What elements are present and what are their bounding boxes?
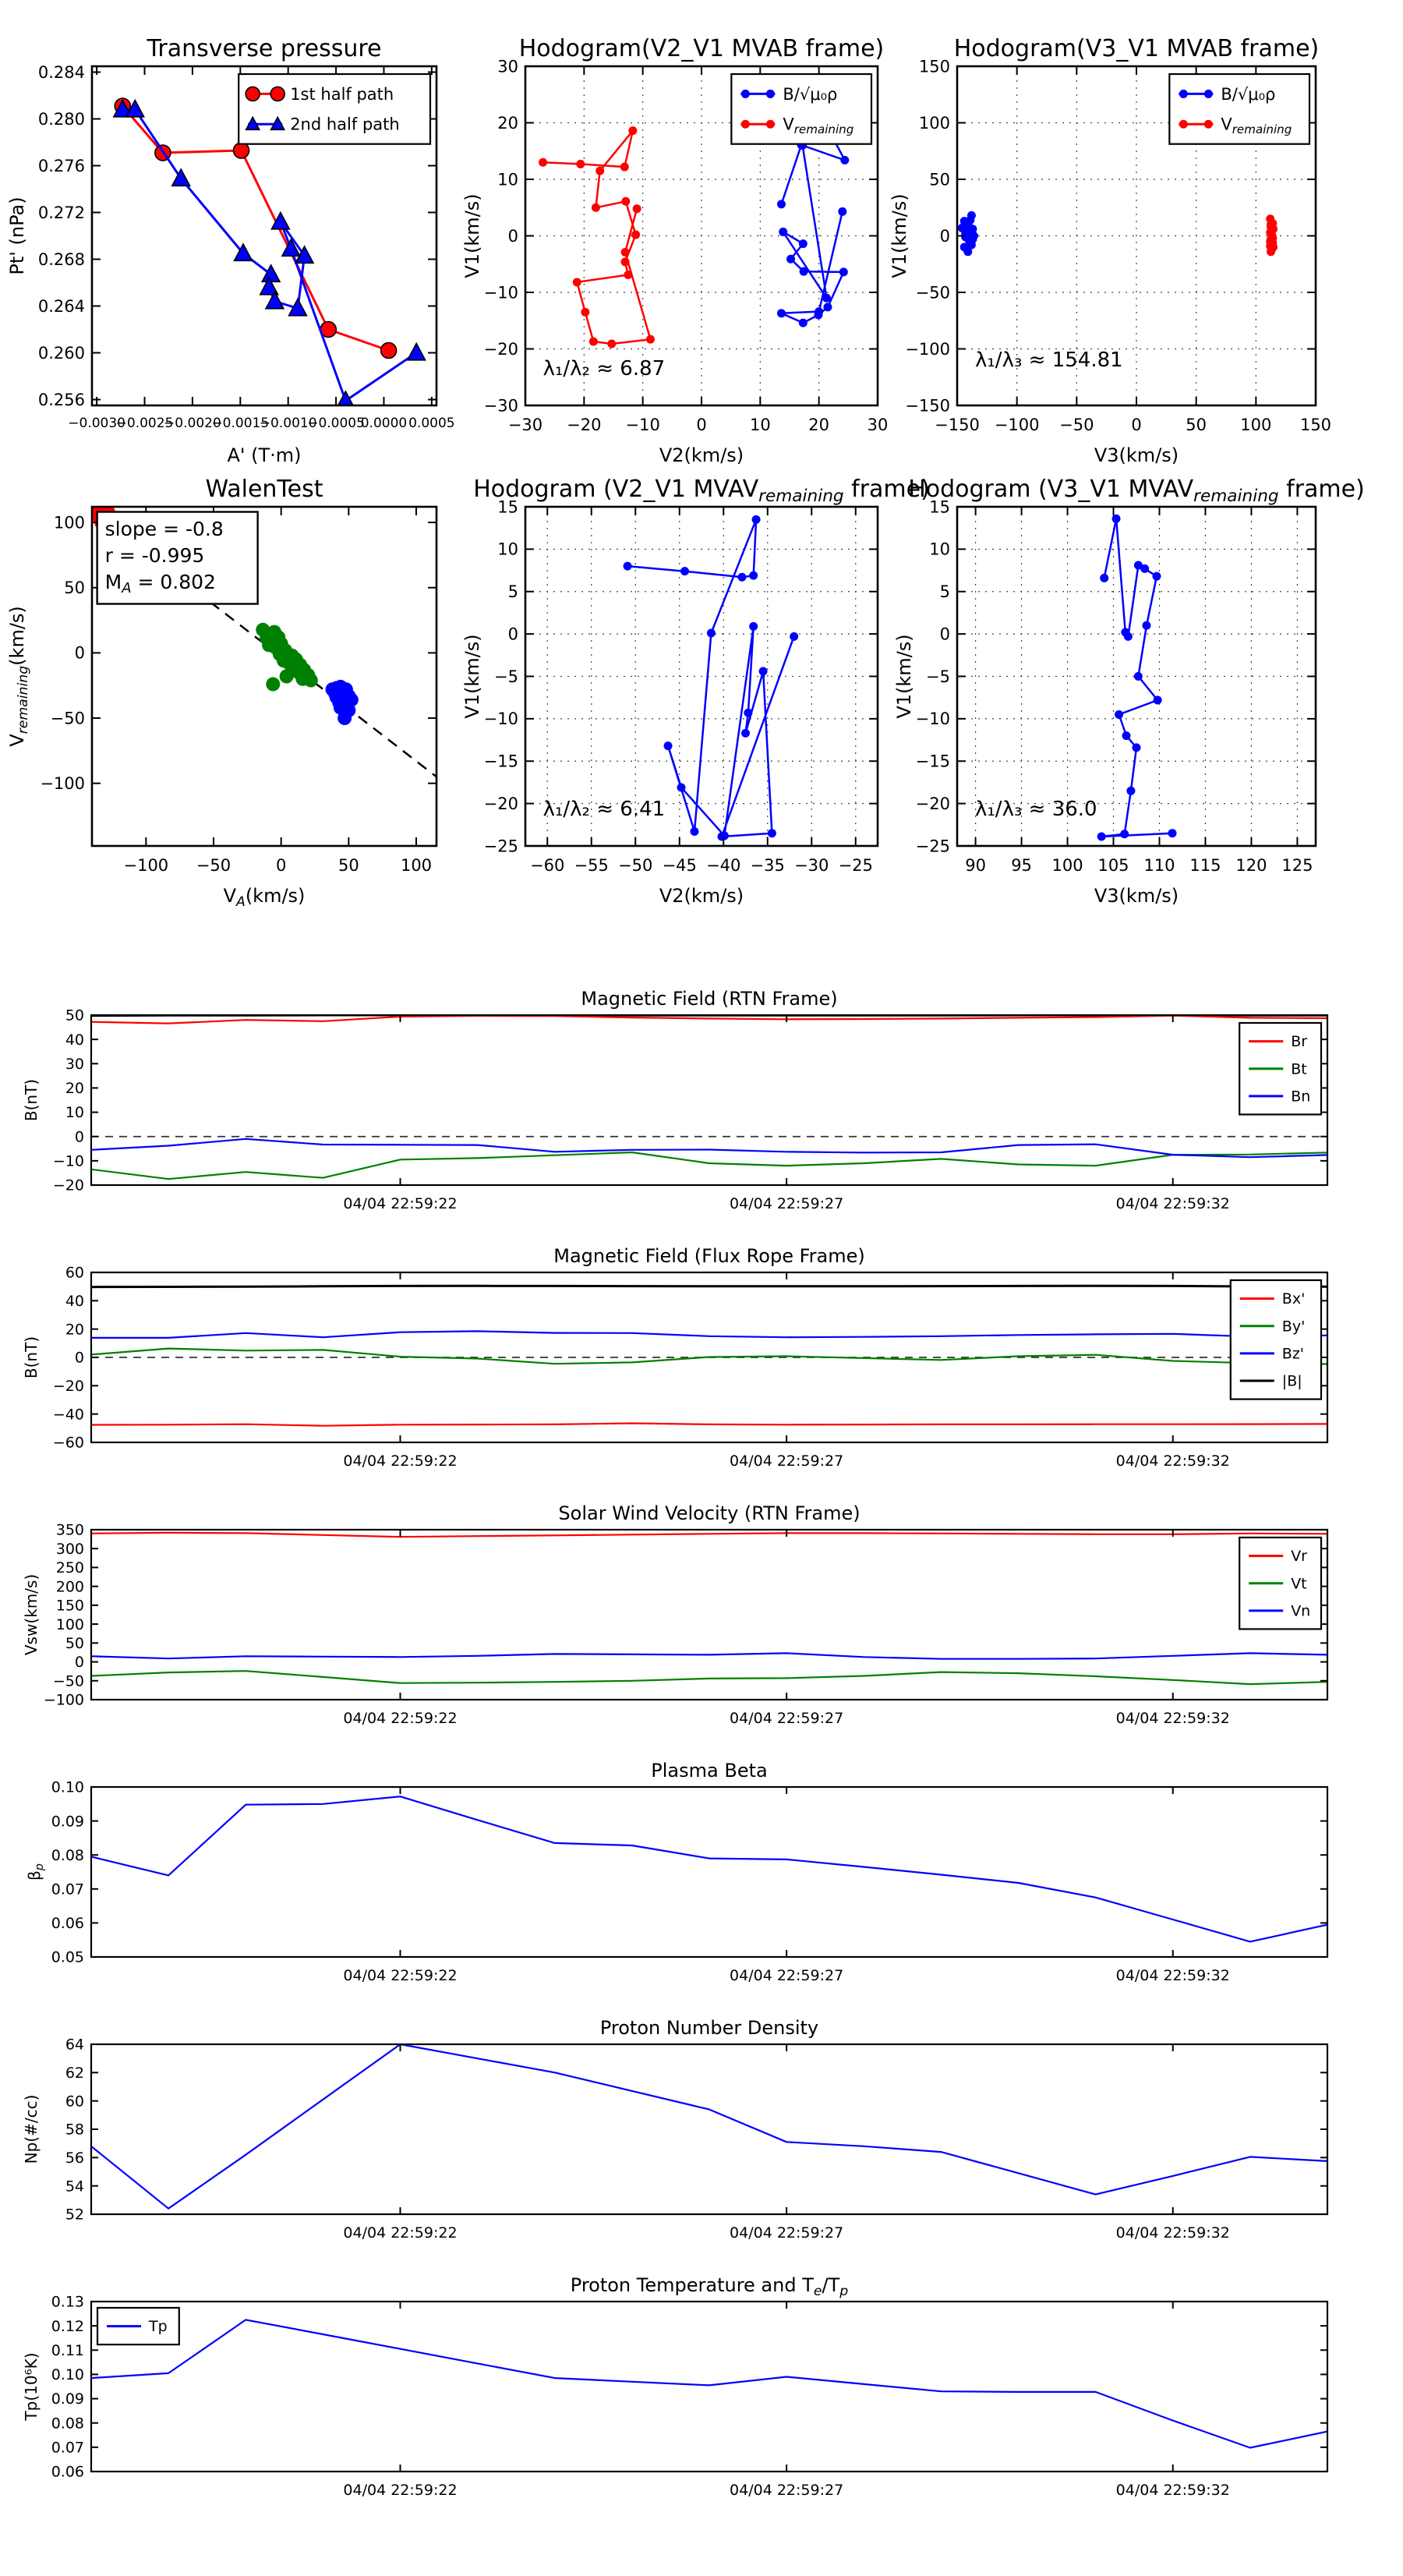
legend: [1169, 74, 1309, 144]
legend-label: $V_{remaining}$: [1221, 115, 1292, 136]
chart-title: Transverse pressure: [147, 35, 382, 62]
y-tick-label: 0.268: [37, 249, 85, 269]
y-tick-label: 100: [55, 1615, 84, 1633]
y-tick-label: 0.12: [51, 2317, 84, 2335]
stats-line: r = -0.995: [104, 544, 205, 568]
chart-title: WalenTest: [205, 476, 323, 503]
y-tick-label: 60: [65, 2093, 84, 2111]
x-tick-label: 115: [1189, 856, 1221, 875]
legend-label: Br: [1291, 1033, 1308, 1051]
y-tick-label: −100: [40, 774, 85, 794]
legend: [1239, 1537, 1321, 1629]
chart-title: Hodogram (V2_V1 $MVAV_{remaining}$ frame): [473, 476, 930, 506]
chart-title: Plasma Beta: [651, 1760, 768, 1782]
x-tick-label: 04/04 22:59:32: [1115, 1195, 1230, 1212]
y-axis-label: V1(km/s): [461, 634, 483, 719]
x-tick-label: 04/04 22:59:27: [730, 1967, 844, 1984]
y-tick-label: −60: [52, 1434, 84, 1452]
y-tick-label: −15: [915, 752, 950, 771]
x-tick-label: 04/04 22:59:32: [1115, 2224, 1230, 2242]
y-tick-label: 0: [74, 1654, 84, 1672]
chart-c12: [22, 2274, 1327, 2499]
y-tick-label: 0.08: [51, 2415, 84, 2433]
x-tick-label: −10: [625, 416, 660, 434]
stats-line: slope = -0.8: [104, 518, 224, 541]
x-tick-label: 120: [1235, 856, 1267, 875]
x-tick-label: 100: [400, 856, 433, 875]
chart-c2: [461, 35, 888, 466]
x-tick-label: −35: [750, 856, 785, 875]
series-Vt: [91, 1671, 1327, 1684]
chart-c4: [6, 476, 436, 910]
y-tick-label: 0: [939, 625, 950, 644]
legend-label: Bt: [1291, 1060, 1307, 1078]
legend-label: 1st half path: [290, 84, 394, 104]
x-tick-label: −150: [935, 416, 980, 434]
chart-c9: [22, 1502, 1327, 1727]
y-tick-label: 0: [507, 625, 518, 644]
y-axis-label: Np(#/cc): [22, 2094, 41, 2164]
chart-c6: [893, 476, 1365, 907]
x-tick-label: 04/04 22:59:32: [1115, 1967, 1230, 1984]
y-tick-label: 100: [53, 513, 85, 533]
y-tick-label: 20: [497, 113, 518, 133]
chart-c10: [25, 1760, 1327, 1984]
y-axis-label: Tp(10⁶K): [22, 2352, 41, 2421]
y-tick-label: 0.10: [51, 1778, 84, 1796]
axes-frame: [91, 1787, 1327, 1957]
y-tick-label: −10: [915, 709, 950, 729]
x-tick-label: −0.0015: [211, 416, 270, 431]
y-tick-label: 40: [65, 1031, 84, 1049]
legend: [1231, 1280, 1321, 1399]
chart-c1: [6, 35, 455, 466]
y-tick-label: −150: [905, 396, 950, 416]
x-tick-label: −100: [994, 416, 1040, 434]
chart-title: Hodogram (V3_V1 $MVAV_{remaining}$ frame): [908, 476, 1365, 506]
y-tick-label: 10: [65, 1104, 84, 1122]
y-tick-label: 50: [65, 1007, 84, 1024]
x-tick-label: −20: [567, 416, 602, 434]
y-tick-label: 250: [55, 1559, 84, 1577]
x-axis-label: V2(km/s): [659, 444, 744, 466]
series-group: [624, 515, 799, 841]
y-tick-label: 30: [65, 1055, 84, 1073]
y-tick-label: 10: [497, 540, 518, 559]
y-tick-label: −5: [926, 667, 950, 686]
x-tick-label: 04/04 22:59:27: [730, 2224, 844, 2242]
x-tick-label: 90: [965, 856, 986, 875]
y-tick-label: 0.08: [51, 1846, 84, 1864]
x-tick-label: −0.0020: [164, 416, 221, 431]
series-Tp: [91, 2319, 1327, 2447]
legend-label: $V_{remaining}$: [783, 115, 854, 136]
x-tick-label: 04/04 22:59:27: [730, 1195, 844, 1212]
legend: [97, 2308, 179, 2344]
y-tick-label: 0.07: [51, 1881, 84, 1898]
x-tick-label: 04/04 22:59:22: [343, 1453, 458, 1470]
y-tick-label: −20: [52, 1377, 84, 1395]
y-tick-label: −10: [52, 1152, 84, 1170]
x-tick-label: −55: [574, 856, 609, 875]
y-tick-label: 0: [74, 643, 85, 663]
y-tick-label: 0.276: [37, 156, 85, 175]
y-tick-label: −20: [483, 794, 518, 813]
x-tick-label: 04/04 22:59:32: [1115, 2482, 1230, 2499]
y-axis-label: V1(km/s): [889, 193, 910, 278]
x-axis-label: V3(km/s): [1094, 444, 1179, 466]
legend-label: Bn: [1291, 1088, 1311, 1106]
y-axis-label: B(nT): [22, 1078, 41, 1122]
series-Bz': [91, 1331, 1327, 1338]
x-tick-label: 30: [867, 416, 889, 434]
series-group: [91, 1533, 1327, 1684]
chart-c11: [22, 2017, 1327, 2242]
series-Br: [91, 1016, 1327, 1024]
chart-title: Magnetic Field (RTN Frame): [581, 988, 838, 1010]
x-tick-label: −60: [530, 856, 565, 875]
series-group: [91, 2044, 1327, 2209]
y-tick-label: 0: [939, 226, 950, 246]
x-tick-label: −0.0010: [259, 416, 317, 431]
legend-label: Tp: [149, 2318, 168, 2336]
x-tick-label: 04/04 22:59:27: [730, 2482, 844, 2499]
series-B/sqrt(mu0 rho): [782, 124, 845, 323]
y-tick-label: −100: [905, 339, 950, 359]
chart-title: Magnetic Field (Flux Rope Frame): [553, 1245, 865, 1267]
y-tick-label: 56: [65, 2149, 84, 2167]
y-tick-label: 0.280: [37, 109, 85, 129]
x-tick-label: 04/04 22:59:32: [1115, 1453, 1230, 1470]
chart-title: Proton Number Density: [599, 2017, 819, 2039]
x-tick-label: 100: [1240, 416, 1272, 434]
y-tick-label: −25: [915, 837, 950, 856]
legend-label: |B|: [1281, 1372, 1302, 1390]
y-tick-label: −100: [43, 1691, 84, 1709]
y-tick-label: 52: [65, 2206, 84, 2224]
x-tick-label: 95: [1011, 856, 1032, 875]
chart-c5: [461, 476, 930, 907]
y-tick-label: 5: [507, 582, 518, 602]
y-tick-label: 0.05: [51, 1948, 84, 1966]
y-tick-label: 0.264: [37, 296, 85, 316]
legend: [1239, 1023, 1321, 1114]
series-group: [91, 1286, 1327, 1425]
y-tick-label: −25: [483, 837, 518, 856]
legend-label: Vt: [1291, 1575, 1307, 1593]
x-tick-label: −100: [123, 856, 169, 875]
x-tick-label: −50: [1059, 416, 1094, 434]
x-tick-label: 04/04 22:59:22: [343, 2482, 458, 2499]
series-group: [958, 211, 1278, 256]
x-tick-label: 04/04 22:59:22: [343, 1967, 458, 1984]
y-tick-label: 20: [65, 1321, 84, 1339]
x-tick-label: 0: [275, 856, 287, 875]
y-tick-label: 150: [55, 1597, 84, 1615]
series-beta_p: [91, 1796, 1327, 1941]
y-tick-label: 64: [65, 2036, 84, 2054]
x-tick-label: 125: [1281, 856, 1313, 875]
x-axis-label: V2(km/s): [659, 885, 744, 907]
legend: [731, 74, 871, 144]
series-track: [627, 519, 794, 837]
series-Vn: [91, 1653, 1327, 1658]
x-tick-label: −0.0025: [115, 416, 174, 431]
y-tick-label: −20: [52, 1177, 84, 1194]
y-tick-label: 50: [65, 1634, 84, 1652]
y-tick-label: 0.284: [37, 62, 85, 82]
y-tick-label: 0: [74, 1349, 84, 1367]
series-Bn: [91, 1139, 1327, 1157]
series-Bt: [91, 1152, 1327, 1179]
y-axis-label: $\beta_p$: [25, 1863, 46, 1881]
y-tick-label: −10: [483, 709, 518, 729]
y-tick-label: −50: [50, 709, 85, 728]
x-tick-label: 105: [1097, 856, 1129, 875]
x-tick-label: 10: [749, 416, 771, 434]
y-tick-label: 0.09: [51, 1813, 84, 1831]
y-tick-label: 20: [65, 1080, 84, 1098]
annotation: λ₁/λ₂ ≈ 6.87: [542, 356, 666, 380]
y-tick-label: −30: [483, 396, 518, 416]
y-axis-label: Vsw(km/s): [22, 1573, 41, 1656]
y-tick-label: 0.06: [51, 1915, 84, 1933]
x-tick-label: 0.0000: [360, 416, 408, 431]
x-axis-label: A' (T·m): [227, 444, 302, 466]
y-tick-label: 0.11: [51, 2341, 84, 2359]
legend-label: 2nd half path: [290, 115, 400, 134]
x-tick-label: −50: [618, 856, 653, 875]
x-tick-label: −30: [794, 856, 829, 875]
chart-c7: [22, 988, 1327, 1212]
x-tick-label: −50: [196, 856, 231, 875]
y-tick-label: −50: [52, 1672, 84, 1690]
y-tick-label: 58: [65, 2121, 84, 2139]
y-tick-label: 0.09: [51, 2390, 84, 2408]
x-tick-label: −25: [838, 856, 873, 875]
x-tick-label: 0: [1131, 416, 1142, 434]
chart-title: Hodogram(V2_V1 MVAB frame): [518, 35, 885, 62]
y-tick-label: −50: [915, 283, 950, 303]
x-tick-label: 0: [696, 416, 707, 434]
legend-label: Bz': [1281, 1345, 1305, 1363]
y-tick-label: 0: [507, 226, 518, 246]
x-tick-label: 150: [1299, 416, 1332, 434]
y-tick-label: 0.13: [51, 2293, 84, 2311]
y-tick-label: 5: [939, 582, 950, 602]
y-tick-label: 15: [497, 497, 518, 517]
series-group: [1097, 515, 1177, 841]
y-tick-label: 50: [64, 579, 85, 598]
y-tick-label: −40: [52, 1406, 84, 1424]
x-tick-label: −0.0005: [307, 416, 365, 431]
legend-label: B/√μ₀ρ: [1221, 84, 1276, 104]
axes-frame: [91, 2044, 1327, 2214]
y-tick-label: 100: [918, 113, 950, 133]
y-tick-label: 300: [55, 1540, 84, 1558]
series-Bx': [91, 1424, 1327, 1426]
y-tick-label: 30: [497, 57, 518, 76]
x-tick-label: −30: [507, 416, 543, 434]
y-tick-label: 200: [55, 1578, 84, 1596]
chart-title: Solar Wind Velocity (RTN Frame): [558, 1502, 861, 1524]
y-tick-label: −10: [483, 283, 518, 303]
x-tick-label: 50: [337, 856, 359, 875]
y-tick-label: 10: [497, 170, 518, 189]
y-tick-label: 150: [918, 57, 950, 76]
legend-label: B/√μ₀ρ: [783, 84, 838, 104]
x-axis-label: $V_A(km/s)$: [223, 885, 306, 910]
x-tick-label: 50: [1186, 416, 1207, 434]
x-tick-label: 04/04 22:59:27: [730, 1453, 844, 1470]
chart-title: Proton Temperature and $T_e/T_p$: [570, 2274, 849, 2299]
legend-label: Vn: [1291, 1602, 1311, 1620]
x-tick-label: −45: [662, 856, 697, 875]
x-axis-label: V3(km/s): [1094, 885, 1179, 907]
chart-c3: [889, 35, 1331, 466]
y-tick-label: 54: [65, 2178, 84, 2196]
x-tick-label: −0.0030: [68, 416, 126, 431]
y-axis-label: V1(km/s): [461, 193, 483, 278]
y-tick-label: 0: [74, 1128, 84, 1146]
x-tick-label: 04/04 22:59:22: [343, 2224, 458, 2242]
y-tick-label: 0.272: [37, 203, 85, 222]
y-tick-label: 62: [65, 2064, 84, 2082]
x-tick-label: −40: [706, 856, 741, 875]
y-tick-label: −5: [494, 667, 518, 686]
y-tick-label: 0.06: [51, 2463, 84, 2481]
y-tick-label: −15: [483, 752, 518, 771]
y-tick-label: 15: [929, 497, 950, 517]
y-tick-label: 40: [65, 1292, 84, 1310]
chart-c8: [22, 1245, 1327, 1470]
x-tick-label: 0.0005: [408, 416, 455, 431]
x-tick-label: 20: [808, 416, 830, 434]
y-tick-label: 10: [929, 540, 950, 559]
series-Vr: [91, 1533, 1327, 1537]
x-tick-label: 04/04 22:59:22: [343, 1710, 458, 1727]
series-group: [539, 119, 849, 348]
annotation: λ₁/λ₃ ≈ 36.0: [975, 797, 1097, 821]
series-Np: [91, 2044, 1327, 2209]
y-axis-label: B(nT): [22, 1336, 41, 1379]
series-group: [91, 1015, 1327, 1179]
series-group: [91, 2319, 1327, 2447]
y-tick-label: 0.07: [51, 2439, 84, 2457]
chart-title: Hodogram(V3_V1 MVAB frame): [953, 35, 1320, 62]
x-tick-label: 04/04 22:59:22: [343, 1195, 458, 1212]
y-tick-label: −20: [483, 339, 518, 359]
series-By': [91, 1349, 1327, 1364]
axes-frame: [91, 2302, 1327, 2472]
y-tick-label: 50: [929, 170, 950, 189]
y-tick-label: 60: [65, 1264, 84, 1282]
x-tick-label: 110: [1143, 856, 1175, 875]
annotation: λ₁/λ₂ ≈ 6.41: [542, 797, 666, 821]
y-tick-label: 0.10: [51, 2366, 84, 2384]
stats-line: $M_A = 0.802$: [104, 571, 216, 597]
x-tick-label: 04/04 22:59:32: [1115, 1710, 1230, 1727]
legend-label: Vr: [1291, 1548, 1308, 1566]
y-tick-label: 350: [55, 1521, 84, 1539]
x-tick-label: 100: [1051, 856, 1083, 875]
y-tick-label: 0.260: [37, 343, 85, 363]
x-tick-label: 04/04 22:59:27: [730, 1710, 844, 1727]
annotation: λ₁/λ₃ ≈ 154.81: [975, 348, 1123, 372]
legend-label: Bx': [1281, 1290, 1306, 1308]
y-tick-label: 0.256: [37, 390, 85, 409]
y-axis-label: Pt' (nPa): [6, 196, 28, 275]
y-axis-label: V1(km/s): [893, 634, 915, 719]
legend-label: By': [1281, 1318, 1306, 1336]
y-axis-label: $V_{remaining}(km/s)$: [6, 606, 31, 747]
legend: [239, 74, 430, 144]
y-tick-label: −20: [915, 794, 950, 813]
series-group: [91, 1796, 1327, 1941]
